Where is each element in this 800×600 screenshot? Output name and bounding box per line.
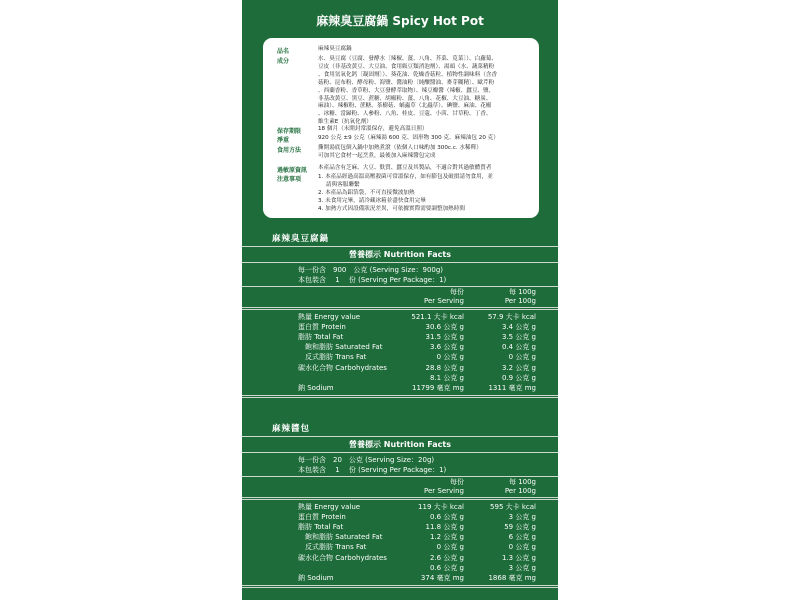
nutrient-name: 熱量 Energy value [298, 313, 361, 321]
ingredient-line: 維生素E（抗氧化劑） [318, 119, 372, 126]
nutrient-per-serving: 374 毫克 mg [420, 573, 464, 582]
nutrient-per-serving: 11.8 公克 g [425, 523, 464, 532]
nutrient-per-serving: 3.6 公克 g [429, 343, 464, 352]
allergen-label: 過敏原資訊 [277, 167, 308, 174]
nutrient-per-serving: 2.6 公克 g [429, 553, 464, 562]
nutrient-name: 蛋白質 Protein [298, 323, 346, 332]
usage-line: 可加其它食材一起烹煮，最後加入麻辣醬包完成 [318, 152, 436, 159]
ingredient-line: 豆皮（非基改黃豆、大豆油、食用級豆類消泡劑）、湯頭（水、蔬菜精粉 [318, 63, 495, 70]
divider [242, 436, 558, 437]
servings-per-package: 本包裝含 1 份 (Serving Per Package：1) [298, 276, 447, 284]
nutrient-per-serving: 1.2 公克 g [429, 533, 464, 542]
nutrient-per-100g: 59 公克 g [504, 523, 536, 532]
ingredient-line: 非基改黃豆、黑豆、蔗糖、胡椒粉、薑、八角、花椒、大豆油、糖炭、 [318, 95, 492, 102]
nutrient-per-serving: 119 大卡 kcal [418, 503, 464, 511]
nutrient-name: 飽和脂肪 Saturated Fat [298, 343, 383, 352]
nutrient-per-serving: 28.8 公克 g [425, 363, 464, 372]
nutrient-per-100g: 6 公克 g [508, 533, 536, 542]
weight-label: 淨重 [277, 137, 290, 144]
note-line: 2. 本產品為鋁箔袋，不可直接微波加熱 [318, 189, 415, 196]
per-serving-header-en: Per Serving [424, 487, 464, 495]
nutrient-per-100g: 1311 毫克 mg [488, 383, 536, 392]
nutrition-facts-title: 營養標示 Nutrition Facts [349, 440, 451, 449]
nutrient-name: 蛋白質 Protein [298, 513, 346, 522]
nutrient-per-serving: 30.6 公克 g [425, 323, 464, 332]
name-value: 麻辣臭豆腐鍋 [318, 46, 352, 52]
nutrient-per-100g: 3 公克 g [508, 513, 536, 522]
ingredient-line: 水、臭豆腐（豆腐、發酵水〔辣椒、薑、八角、芥菜、莧菜〕）、白蘿蔔、 [318, 56, 497, 62]
nutrient-per-serving: 521.1 大卡 kcal [411, 313, 464, 321]
usage-label: 食用方法 [277, 147, 302, 154]
nutrient-per-100g: 3.4 公克 g [501, 323, 536, 332]
divider [242, 452, 558, 453]
per-serving-header-zh: 每份 [450, 288, 464, 296]
nutrient-name: 碳水化合物 Carbohydrates [298, 363, 387, 372]
nutrient-per-100g: 0.9 公克 g [501, 373, 536, 382]
nutrient-per-100g: 1868 毫克 mg [488, 573, 536, 582]
nutrient-name: 脂肪 Total Fat [298, 523, 344, 532]
nutrition-facts-title: 營養標示 Nutrition Facts [349, 250, 451, 259]
section-title: 麻辣臭豆腐鍋 [272, 234, 330, 244]
nutrient-per-100g: 57.9 大卡 kcal [487, 313, 536, 321]
nutrient-name: 碳水化合物 Carbohydrates [298, 553, 387, 562]
nutrient-name: 反式脂肪 Trans Fat [298, 353, 367, 362]
per-100g-header-en: Per 100g [504, 487, 536, 495]
ingredient-line: 、食用氫氧化鈣〔凝固劑〕）、葵花油、乾燥香菇粒、植物性調味料（含香 [318, 71, 497, 78]
ingredient-line: 、冰糖、當歸粉、人參粉、八角、桂皮、豆蔻、小茴、甘草粉、丁香、 [318, 111, 492, 118]
nutrient-per-serving: 0 公克 g [436, 543, 464, 552]
per-serving-header-zh: 每份 [450, 478, 464, 486]
nutrient-per-serving: 8.1 公克 g [429, 373, 464, 382]
page-title: 麻辣臭豆腐鍋 Spicy Hot Pot [316, 14, 484, 28]
note-line: 4. 加熱方式因設備狀況差異，可依據實際需要調整加熱時間 [318, 205, 465, 212]
per-100g-header-zh: 每 100g [508, 478, 536, 486]
note-line: 請與客服聯繫 [326, 181, 360, 188]
nutrient-per-serving: 11799 毫克 mg [412, 383, 464, 392]
ingredient-line: 麻油）、辣椒粉、蔗糖、茶樹菇、蛹蟲草（北蟲草）、碘鹽、麻油、花椒 [318, 103, 492, 110]
per-serving-header-en: Per Serving [424, 297, 464, 305]
nutrient-name: 反式脂肪 Trans Fat [298, 543, 367, 552]
nutrient-per-100g: 595 大卡 kcal [490, 503, 536, 511]
nutrient-name: 鈉 Sodium [298, 573, 334, 582]
divider [242, 395, 558, 398]
servings-per-package: 本包裝含 1 份 (Serving Per Package：1) [298, 466, 447, 474]
nutrient-per-100g: 3.5 公克 g [501, 333, 536, 342]
product-panel [242, 0, 558, 600]
nutrient-per-100g: 0.4 公克 g [501, 343, 536, 352]
nutrient-per-100g: 0 公克 g [508, 543, 536, 552]
serving-size: 每一份含 900 公克 (Serving Size：900g) [298, 266, 444, 274]
note-line: 1. 本產品經過高溫高壓殺菌可常溫保存，如有膨包及破損請勿食用，並 [318, 174, 493, 180]
nutrient-name: 脂肪 Total Fat [298, 333, 344, 342]
allergen-value: 本產品含有芝麻、大豆、麩質、蠶豆及其製品，不適合對其過敏體質者 [318, 165, 492, 171]
shelf-label: 保存期限 [277, 128, 302, 135]
nutrient-per-100g: 3 公克 g [508, 563, 536, 572]
nutrient-name: 飽和脂肪 Saturated Fat [298, 533, 383, 542]
name-label: 品名 [277, 48, 290, 55]
nutrient-per-100g: 0 公克 g [508, 353, 536, 362]
nutrient-name: 鈉 Sodium [298, 383, 334, 392]
nutrient-per-serving: 0 公克 g [436, 353, 464, 362]
nutrient-per-100g: 3.2 公克 g [501, 363, 536, 372]
notes-label: 注意事項 [277, 176, 302, 183]
nutrient-per-serving: 31.5 公克 g [425, 333, 464, 342]
ingredients-label: 成分 [277, 58, 290, 65]
shelf-value: 18 個月（未開封常溫保存，避免高溫日照） [318, 126, 428, 132]
note-line: 3. 未食用完畢，請冷藏冰箱並盡快食用完畢 [318, 197, 426, 204]
per-100g-header-en: Per 100g [504, 297, 536, 305]
ingredient-line: 、西蘭香粉、香草粉、大豆發酵萃取物）、辣豆瓣醬（辣椒、蠶豆、鹽、 [318, 87, 495, 94]
serving-size: 每一份含 20 公克 (Serving Size：20g) [298, 456, 435, 464]
section-title: 麻辣醬包 [272, 424, 311, 434]
ingredient-line: 菇粉、昆布粉、酵母粉、海鹽、醬油粉〔純釀醬油、麥芽糊精〕、歐芹粉 [318, 79, 495, 86]
usage-line: 撕開湯底包倒入鍋中加熱煮滾（依個人口味酌加 300c.c. 水稀釋） [318, 145, 482, 151]
per-100g-header-zh: 每 100g [508, 288, 536, 296]
weight-value: 920 公克 ±9 公克（麻辣湯 600 克、固形物 300 克、麻辣油包 20 克） [318, 135, 499, 141]
divider [242, 497, 558, 500]
nutrient-name: 熱量 Energy value [298, 503, 361, 511]
nutrient-per-serving: 0.6 公克 g [429, 513, 464, 522]
divider [242, 585, 558, 588]
nutrient-per-serving: 0.6 公克 g [429, 563, 464, 572]
nutrient-per-100g: 1.3 公克 g [501, 553, 536, 562]
